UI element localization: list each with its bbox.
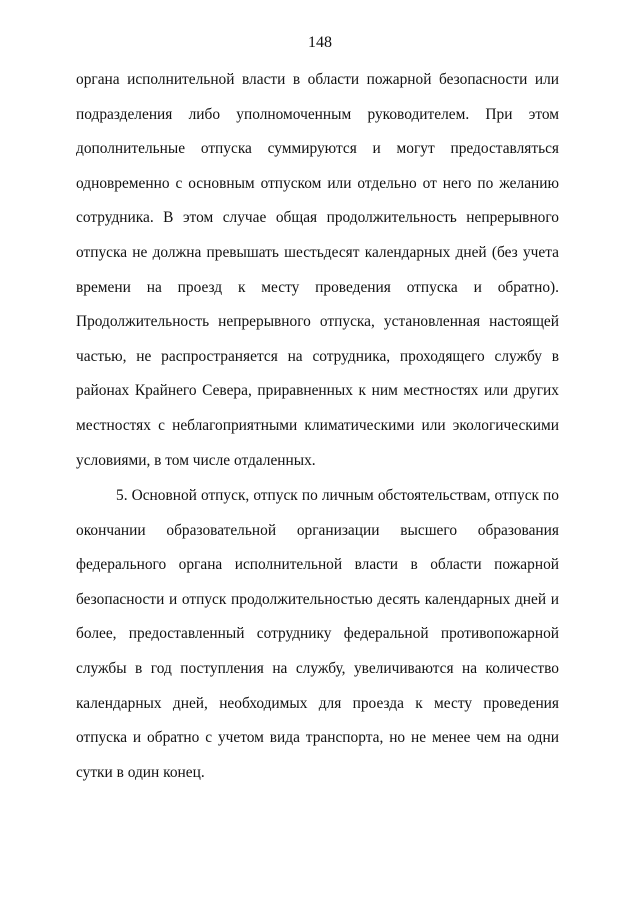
paragraph-item-5: 5. Основной отпуск, отпуск по личным обстоятельствам, отпуск по окончании образовательной организации высшего образования федерального органа исполнительной власти в области пожарной безопасности и отпуск продолжительностью десять календарных дней и более, предоставленный сотруднику федеральной противопожарной службы в год поступления на службу, увеличиваются на количество календарных дней, необходимых для проезда к месту проведения отпуска и обратно с учетом вида транспорта, но не менее чем на одни сутки в один конец.: [76, 487, 559, 781]
page-number: 148: [308, 34, 332, 51]
paragraph-continuation: органа исполнительной власти в области пожарной безопасности или подразделения либо уполномоченным руководителем. При этом дополнительные отпуска суммируются и могут предоставляться одновременно с основным отпуском или отдельно от него по желанию сотрудника. В этом случае общая продолжительность непрерывного отпуска не должна превышать шестьдесят календарных дней (без учета времени на проезд к месту проведения отпуска и обратно). Продолжительность непрерывного отпуска, установленная настоящей частью, не распространяется на сотрудника, проходящего службу в районах Крайнего Севера, приравненных к ним местностях или других местностях с неблагоприятными климатическими или экологическими условиями, в том числе отдаленных.: [76, 71, 559, 469]
